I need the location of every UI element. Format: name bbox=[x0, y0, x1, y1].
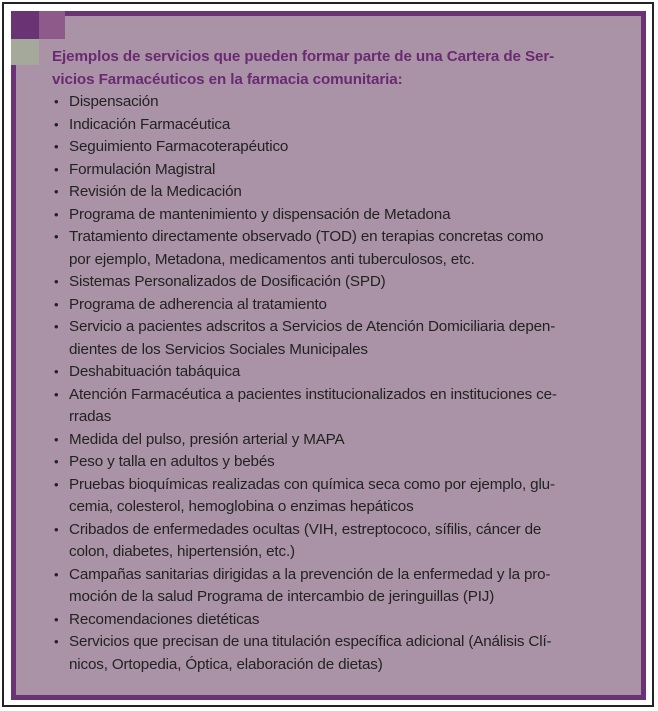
bullet-icon: • bbox=[54, 184, 59, 199]
list-item-line: Campañas sanitarias dirigidas a la prevención de la enfermedad y la pro- bbox=[69, 565, 551, 583]
list-item-line: Servicio a pacientes adscritos a Servicios de Atención Domiciliaria depen- bbox=[69, 318, 556, 335]
bullet-icon: • bbox=[54, 296, 59, 312]
list-item-line: Sistemas Personalizados de Dosificación (SPD) bbox=[69, 273, 386, 290]
list-item-line: nicos, Ortopedia, Óptica, elaboración de dietas) bbox=[69, 655, 383, 673]
heading-line: vicios Farmacéuticos en la farmacia comunitaria: bbox=[52, 70, 403, 88]
list-item-line: Pruebas bioquímicas realizadas con química seca como por ejemplo, glu- bbox=[69, 475, 555, 493]
list-item bbox=[52, 181, 608, 204]
box-content bbox=[52, 46, 608, 676]
heading-line: Ejemplos de servicios que pueden formar parte de una Cartera de Ser- bbox=[52, 48, 555, 65]
list-item bbox=[52, 159, 608, 182]
list-item-line: Medida del pulso, presión arterial y MAPA bbox=[69, 430, 345, 448]
list-item bbox=[52, 429, 608, 452]
box-heading bbox=[52, 46, 608, 91]
bullet-icon: • bbox=[54, 206, 59, 222]
list-item-line: cemia, colesterol, hemoglobina o enzimas hepáticos bbox=[69, 498, 414, 515]
list-item-line: Revisión de la Medicación bbox=[69, 183, 242, 200]
list-item-line: Atención Farmacéutica a pacientes institucionalizados en instituciones ce- bbox=[69, 385, 557, 403]
corner-square-medium bbox=[39, 11, 65, 39]
bullet-icon: • bbox=[54, 229, 59, 244]
bullet-icon: • bbox=[54, 454, 59, 469]
list-item-line: Peso y talla en adultos y bebés bbox=[69, 453, 275, 470]
list-item bbox=[52, 271, 608, 294]
list-item bbox=[52, 136, 608, 159]
list-item bbox=[52, 474, 608, 519]
list-item bbox=[52, 451, 608, 474]
list-item bbox=[52, 384, 608, 429]
bullet-icon: • bbox=[54, 521, 59, 537]
bullet-icon: • bbox=[54, 566, 59, 582]
list-item-line: Indicación Farmacéutica bbox=[69, 115, 231, 133]
bullet-icon: • bbox=[54, 364, 59, 379]
list-item bbox=[52, 361, 608, 384]
list-item-line: Deshabituación tabáquica bbox=[69, 363, 241, 380]
list-item-line: Formulación Magistral bbox=[69, 160, 216, 178]
bullet-icon: • bbox=[54, 274, 59, 289]
list-item-line: por ejemplo, Metadona, medicamentos anti tuberculosos, etc. bbox=[69, 250, 475, 268]
list-item-line: rradas bbox=[69, 408, 112, 425]
list-item-line: Seguimiento Farmacoterapéutico bbox=[69, 138, 289, 155]
list-item bbox=[52, 609, 608, 632]
list-item-line: colon, diabetes, hipertensión, etc.) bbox=[69, 543, 295, 560]
bullet-icon: • bbox=[54, 431, 59, 447]
list-item bbox=[52, 519, 608, 564]
services-list bbox=[52, 91, 608, 676]
corner-square-gray bbox=[11, 39, 39, 65]
list-item bbox=[52, 226, 608, 271]
bullet-icon: • bbox=[54, 319, 59, 334]
bullet-icon: • bbox=[54, 476, 59, 492]
bullet-icon: • bbox=[54, 94, 59, 109]
bullet-icon: • bbox=[54, 611, 59, 627]
list-item-line: Recomendaciones dietéticas bbox=[69, 610, 260, 628]
list-item bbox=[52, 114, 608, 137]
bullet-icon: • bbox=[54, 116, 59, 132]
list-item bbox=[52, 316, 608, 361]
corner-square-dark bbox=[11, 11, 39, 39]
list-item-line: Cribados de enfermedades ocultas (VIH, estreptococo, sífilis, cáncer de bbox=[69, 520, 542, 538]
list-item bbox=[52, 204, 608, 227]
list-item-line: dientes de los Servicios Sociales Municipales bbox=[69, 340, 368, 358]
list-item bbox=[52, 564, 608, 609]
list-item-line: moción de la salud Programa de intercambio de jeringuillas (PIJ) bbox=[69, 588, 495, 605]
list-item-line: Tratamiento directamente observado (TOD) en terapias concretas como bbox=[69, 228, 544, 245]
list-item bbox=[52, 631, 608, 676]
bullet-icon: • bbox=[54, 139, 59, 154]
bullet-icon: • bbox=[54, 634, 59, 649]
list-item bbox=[52, 91, 608, 114]
list-item bbox=[52, 294, 608, 317]
list-item-line: Programa de mantenimiento y dispensación de Metadona bbox=[69, 205, 451, 223]
list-item-line: Servicios que precisan de una titulación específica adicional (Análisis Clí- bbox=[69, 633, 552, 650]
list-item-line: Programa de adherencia al tratamiento bbox=[69, 295, 327, 313]
bullet-icon: • bbox=[54, 161, 59, 177]
bullet-icon: • bbox=[54, 386, 59, 402]
list-item-line: Dispensación bbox=[69, 93, 159, 110]
